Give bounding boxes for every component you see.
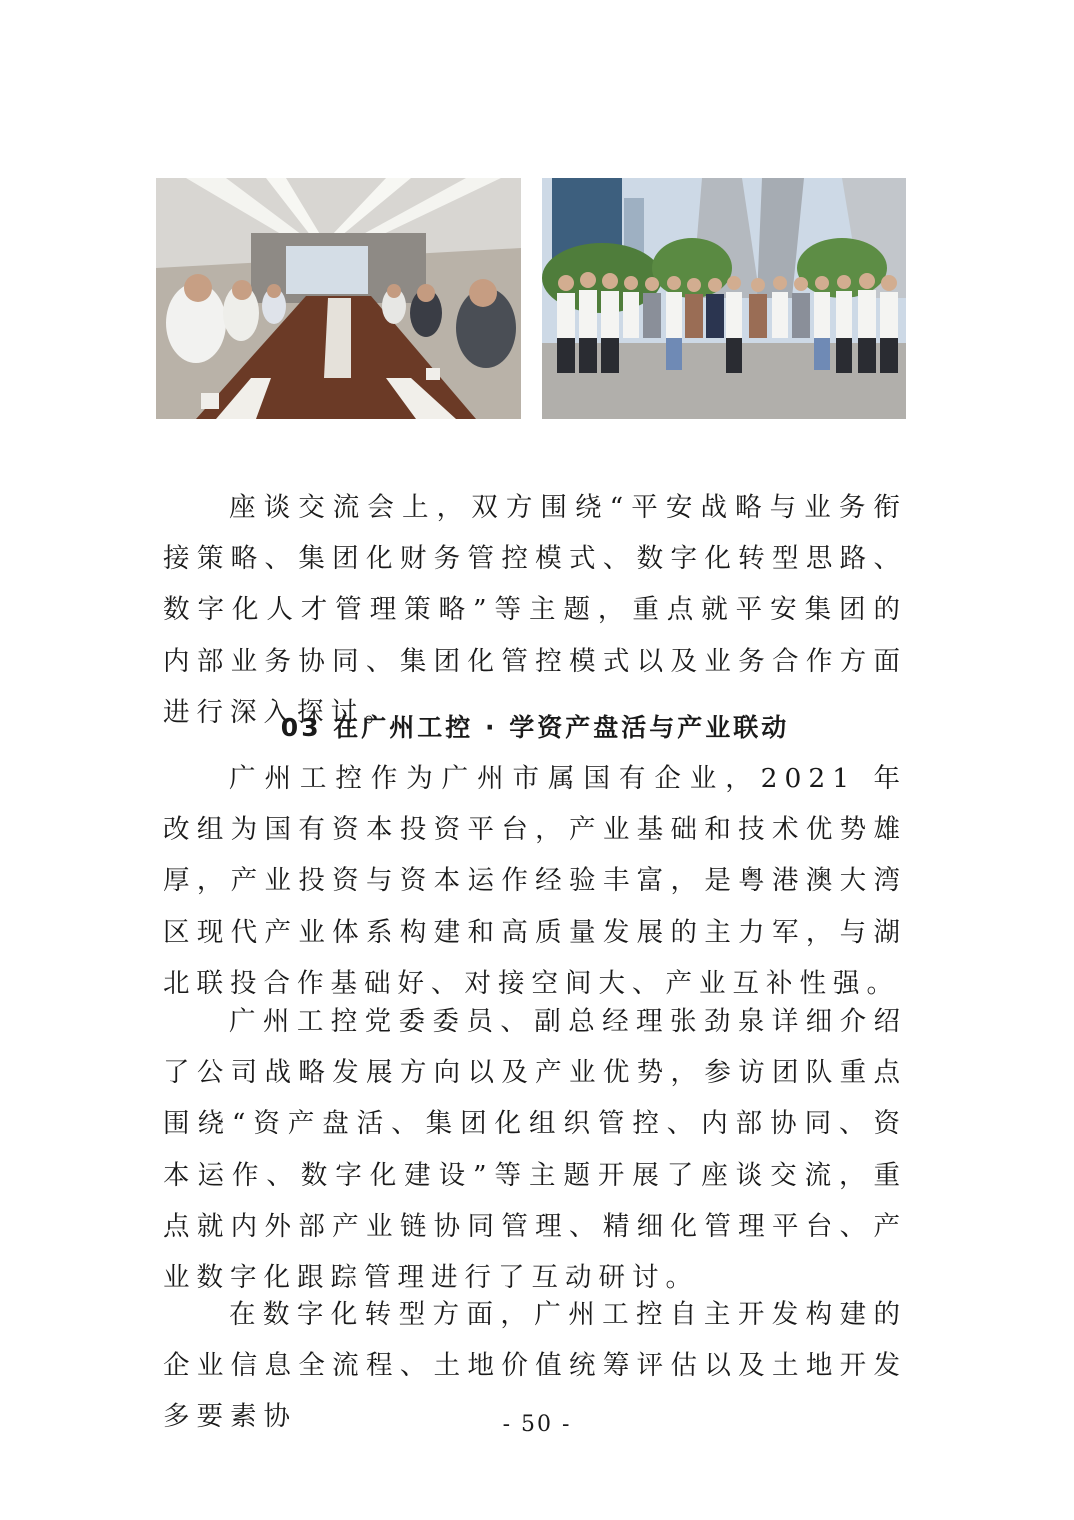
paragraph-text: 在数字化转型方面，广州工控自主开发构建的企业信息全流程、土地价值统筹评估以及土地开发多要素协 <box>163 1299 907 1433</box>
paragraph-2 <box>163 753 907 1009</box>
paragraph-text: 广州工控党委委员、副总经理张劲泉详细介绍了公司战略发展方向以及产业优势，参访团队重点围绕“资产盘活、集团化组织管控、内部协同、资本运作、数字化建设”等主题开展了座谈交流，重点就内外部产业链协同管理、精细化管理平台、产业数字化跟踪管理进行了互动研讨。 <box>163 1006 907 1294</box>
section-heading: 03 在广州工控 · 学资产盘活与产业联动 <box>280 713 790 742</box>
meeting-room-photo <box>156 178 521 419</box>
paragraph-text: 座谈交流会上，双方围绕“平安战略与业务衔接策略、集团化财务管控模式、数字化转型思路、数字化人才管理策略”等主题，重点就平安集团的内部业务协同、集团化管控模式以及业务合作方面进行深入探讨。 <box>163 492 907 728</box>
paragraph-1 <box>163 482 907 738</box>
paragraph-3 <box>163 996 907 1303</box>
group-photo <box>542 178 906 419</box>
paragraph-text: 广州工控作为广州市属国有企业，2021 年改组为国有资本投资平台，产业基础和技术优势雄厚，产业投资与资本运作经验丰富，是粤港澳大湾区现代产业体系构建和高质量发展的主力军，与湖北联投合作基础好、对接空间大、产业互补性强。 <box>163 763 907 999</box>
page-number: - 50 - <box>502 1412 572 1437</box>
